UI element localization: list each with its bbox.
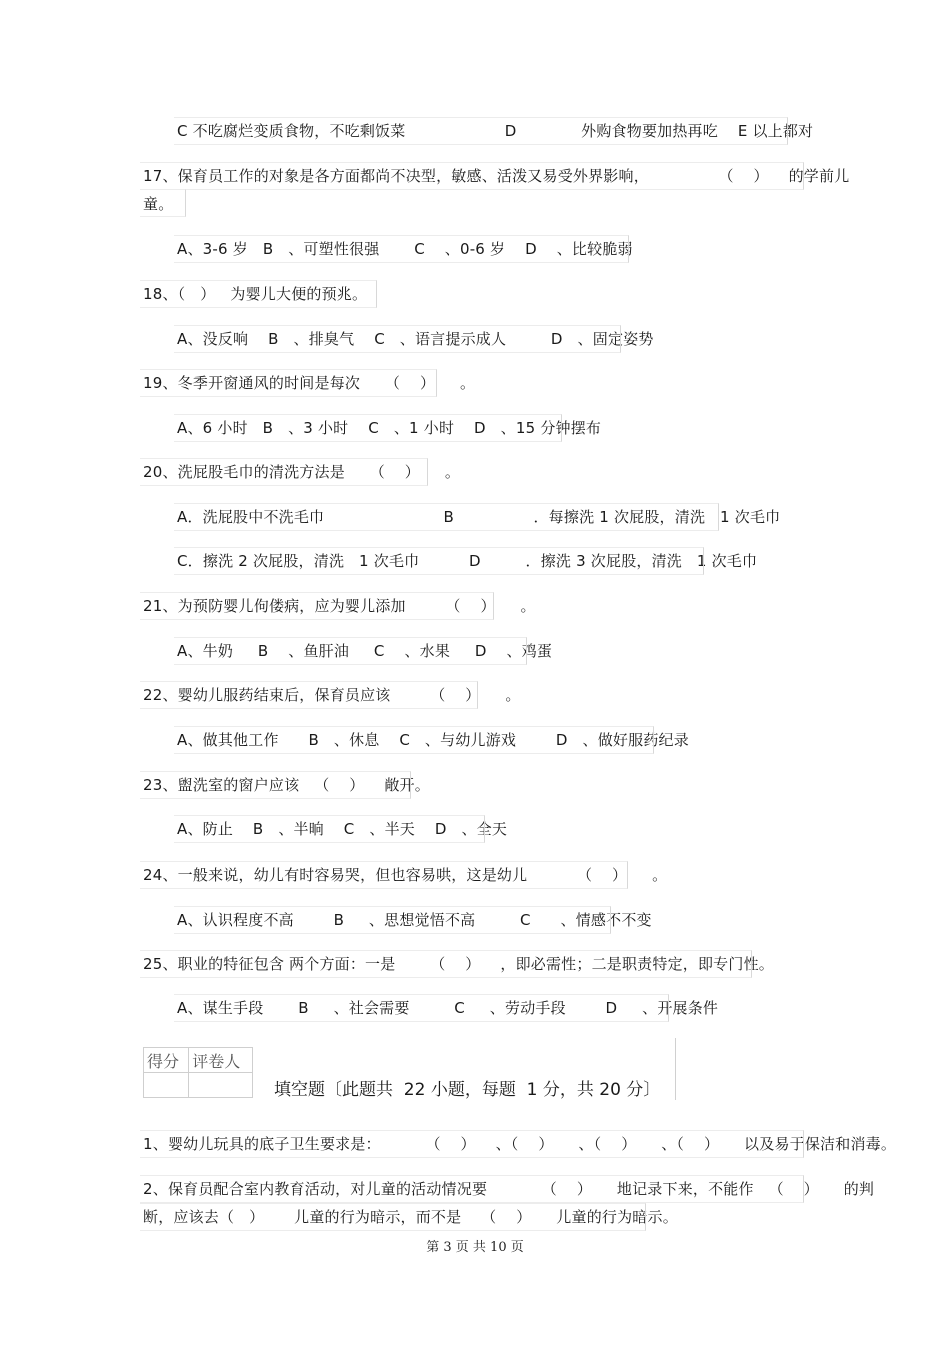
q22-options: A、做其他工作 B 、休息 C 、与幼儿游戏 D 、做好服药纪录: [177, 731, 689, 749]
question-20: 20、洗屁股毛巾的清洗方法是 （ ） 。: [143, 463, 461, 481]
fill-question-1: 1、婴幼儿玩具的底子卫生要求是： （ ） 、（ ） 、（ ） 、（ ） 以及易于保洁和消毒。: [143, 1135, 897, 1153]
page-footer: 第 3 页 共 10 页: [426, 1240, 524, 1255]
question-19: 19、冬季开窗通风的时间是每次 （ ） 。: [143, 374, 476, 392]
q16-option-c: C 不吃腐烂变质食物，不吃剩饭菜 D 外购食物要加热再吃 E 以上都对: [177, 122, 814, 140]
q24-options: A、认识程度不高 B 、思想觉悟不高 C 、情感不不变: [177, 911, 652, 929]
question-17-line1: 17、保育员工作的对象是各方面都尚不决型，敏感、活泼又易受外界影响， （ ） 的学前儿: [143, 167, 850, 185]
fill-question-2-line1: 2、保育员配合室内教育活动，对儿童的活动情况要 （ ） 地记录下来，不能作 （ ） 的判: [143, 1180, 875, 1198]
score-table: [143, 1047, 253, 1098]
section-divider: [675, 1038, 676, 1100]
q21-options: A、牛奶 B 、鱼肝油 C 、水果 D 、鸡蛋: [177, 642, 553, 660]
q23-options: A、防止 B 、半晌 C 、半天 D 、全天: [177, 820, 508, 838]
question-24: 24、一般来说，幼儿有时容易哭，但也容易哄，这是幼儿 （ ） 。: [143, 866, 668, 884]
question-25: 25、职业的特征包含 两个方面：一是 （ ） ，即必需性；二是职责特定，即专门性。: [143, 955, 774, 973]
question-23: 23、盥洗室的窗户应该 （ ） 敞开。: [143, 776, 430, 794]
score-cell: [144, 1073, 189, 1098]
question-22: 22、婴幼儿服药结束后，保育员应该 （ ） 。: [143, 686, 521, 704]
q20-options-cd: C．擦洗 2 次屁股，清洗 1 次毛巾 D ．擦洗 3 次屁股，清洗 1 次毛巾: [177, 552, 758, 570]
q20-options-ab: A．洗屁股中不洗毛巾 B ．每擦洗 1 次屁股，清洗 1 次毛巾: [177, 508, 781, 526]
question-21: 21、为预防婴儿佝偻病，应为婴儿添加 （ ） 。: [143, 597, 536, 615]
grader-label: 评卷人: [189, 1048, 253, 1073]
question-17-line2: 童。: [143, 195, 174, 213]
section-title: 填空题〔此题共 22 小题，每题 1 分，共 20 分〕: [274, 1080, 661, 1100]
question-18: 18、（ ） 为婴儿大便的预兆。: [143, 285, 368, 303]
grader-cell: [189, 1073, 253, 1098]
q17-options: A、3-6 岁 B 、可塑性很强 C 、0-6 岁 D 、比较脆弱: [177, 240, 633, 258]
q19-options: A、6 小时 B 、3 小时 C 、1 小时 D 、15 分钟摆布: [177, 419, 602, 437]
fill-question-2-line2: 断，应该去（ ） 儿童的行为暗示，而不是 （ ） 儿童的行为暗示。: [143, 1208, 678, 1226]
score-label: 得分: [144, 1048, 189, 1073]
q18-options: A、没反响 B 、排臭气 C 、语言提示成人 D 、固定姿势: [177, 330, 654, 348]
q25-options: A、谋生手段 B 、社会需要 C 、劳动手段 D 、开展条件: [177, 999, 719, 1017]
